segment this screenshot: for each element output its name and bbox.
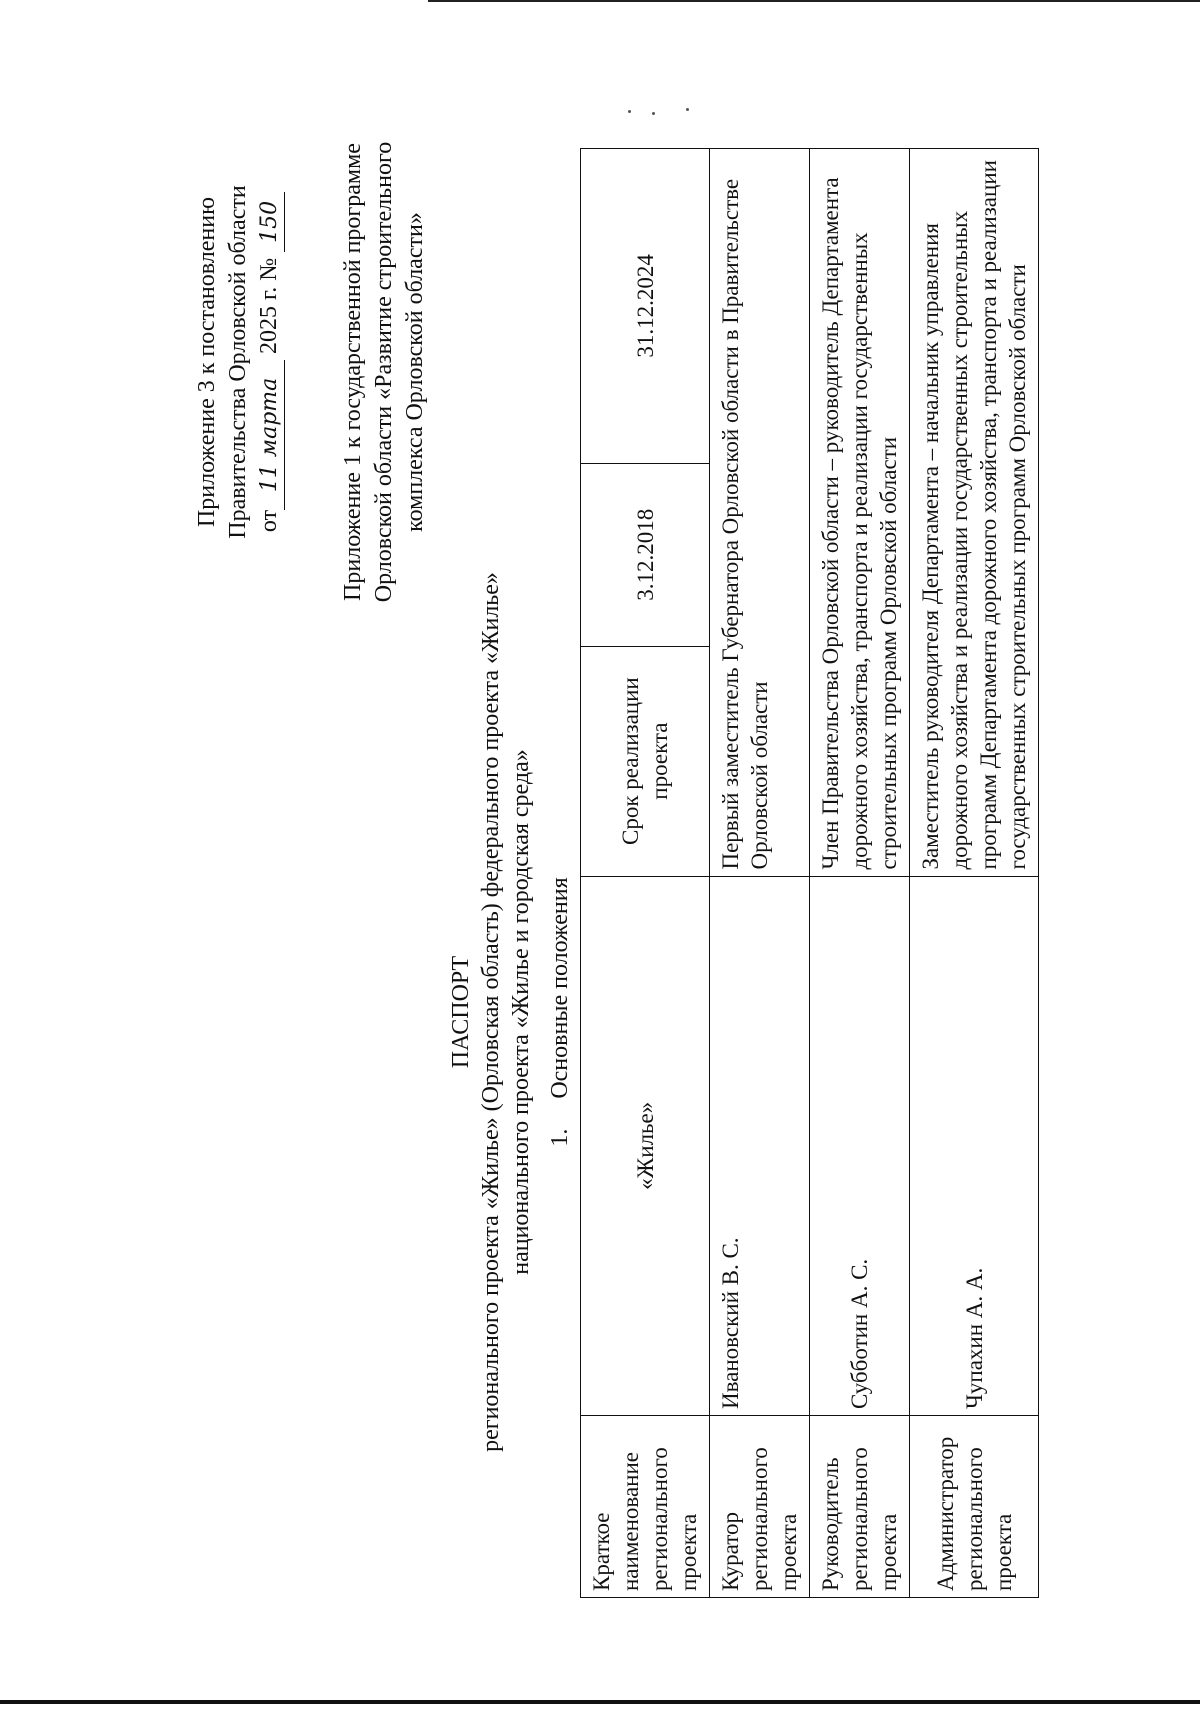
section-heading [545, 432, 575, 1592]
appendix-1-line3: комплекса Орловской области» [402, 212, 428, 532]
appendix-3-header [192, 102, 285, 622]
short-name-value: «Жилье» [581, 876, 710, 1415]
passport-title-block [446, 432, 536, 1592]
table-row [810, 149, 910, 1598]
row-position: Член Правительства Орловской области – руководитель Департамента дорожного хозяйства, транспорта и реализации государственных строительных программ Орловской области [810, 149, 910, 877]
appendix-3-year: 2025 г. № [256, 257, 282, 354]
table-row [910, 149, 1039, 1598]
appendix-1-header [338, 92, 431, 652]
handwritten-date: 11 марта [256, 360, 285, 510]
row-role: Куратор регионального проекта [710, 1416, 810, 1598]
appendix-1-line2: Орловской области «Развитие строительного [371, 141, 397, 603]
section-title: Основные положения [547, 877, 573, 1099]
row-person: Ивановский В. С. [710, 876, 810, 1415]
appendix-3-line3 [254, 102, 285, 622]
table-row-short-name [581, 149, 710, 1598]
row-role: Руководитель регионального проекта [810, 1416, 910, 1598]
short-name-label: Краткое наименование регионального проекта [581, 1416, 710, 1598]
end-date: 31.12.2024 [581, 149, 710, 464]
passport-subtitle-1: регионального проекта «Жилье» (Орловская область) федерального проекта «Жилье» [478, 572, 504, 1452]
appendix-3-line1: Приложение 3 к постановлению [194, 196, 220, 528]
passport-table [580, 148, 1039, 1598]
table-row [710, 149, 810, 1598]
row-position: Первый заместитель Губернатора Орловской области в Правительстве Орловской области [710, 149, 810, 877]
appendix-3-line2: Правительства Орловской области [225, 185, 251, 539]
row-role: Администратор регионального проекта [910, 1416, 1039, 1598]
appendix-1-line1: Приложение 1 к государственной программе [340, 143, 366, 601]
passport-subtitle-2: национального проекта «Жилье и городская среда» [508, 749, 534, 1275]
row-person: Субботин А. С. [810, 876, 910, 1415]
start-date: 3.12.2018 [581, 463, 710, 646]
section-number: 1. [547, 1128, 573, 1147]
row-position: Заместитель руководителя Департамента – начальник управления дорожного хозяйства и реализации государственных строительных программ Департамента дорожного хозяйства, транспорта и реализации государственных строительных программ Орловской области [910, 149, 1039, 877]
handwritten-number: 150 [256, 192, 285, 252]
passport-title: ПАСПОРТ [448, 955, 474, 1069]
term-label: Срок реализации проекта [581, 646, 710, 876]
appendix-3-prefix: от [256, 509, 282, 533]
row-person: Чупахин А. А. [910, 876, 1039, 1415]
